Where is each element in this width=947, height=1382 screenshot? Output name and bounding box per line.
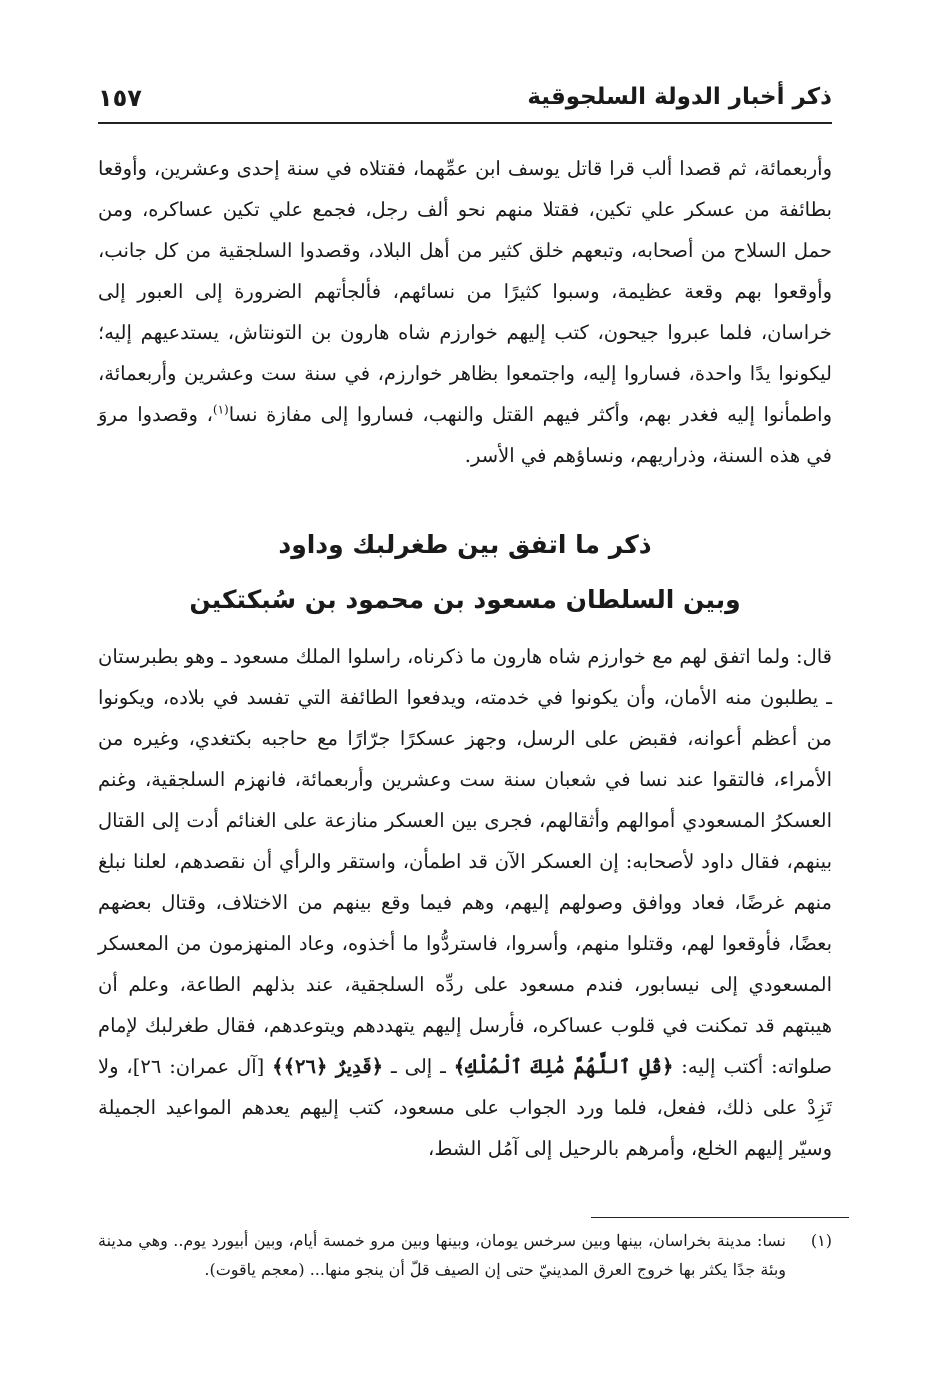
footnote-rule [591, 1217, 849, 1218]
footnote-marker: (١) [810, 1231, 832, 1250]
footnote-reference: (١) [212, 402, 229, 417]
quran-quote-start: ﴿قُلِ ٱللَّهُمَّ مَٰلِكَ ٱلْمُلْكِ﴾ [453, 1055, 674, 1078]
quote-connector: ـ إلى ـ [390, 1055, 446, 1078]
section-heading-line1: ذكر ما اتفق بين طغرلبك وداود [278, 530, 652, 559]
intro-text-end: ، وقصدوا مروَ في هذه السنة، وذراريهم، ونساؤهم في الأسر. [98, 403, 832, 467]
quran-citation: [آل عمران: ٢٦] [132, 1055, 265, 1078]
main-text: قال: ولما اتفق لهم مع خوارزم شاه هارون ما ذكرناه، راسلوا الملك مسعود ـ وهو بطبرستان ـ يطلبون منه الأمان، وأن يكونوا في خدمته، ويدفعوا الطائفة التي تفسد في بلاده، ويكونوا من أعظم أعوانه، فقبض على الرسل، وجهز عسكرًا جرّارًا مع حاجبه بكتغدي، وغيره من الأمراء، فالتقوا عند نسا في شعبان سنة ست وعشرين وأربعمائة، فانهزم السلجقية، وغنم العسكرُ المسعودي أموالهم وأثقالهم، فجرى بين العسكر منازعة على الغنائم أدت إلى القتال بينهم، فقال داود لأصحابه: إن العسكر الآن قد اطمأن، واستقر والرأي أن نقصدهم، لعلنا نبلغ منهم غرضًا، فعاد ووافق وصولهم إليهم، وهم فيما وقع بينهم من الاختلاف، وقتال بعضهم بعضًا، فأوقعوا لهم، وقتلوا منهم، وأسروا، فاستردُّوا ما أخذوه، وعاد المنهزمون من المعسكر المسعودي إلى نيسابور، فندم مسعود على ردِّه السلجقية، عند بذلهم الطاعة، وعلم أن هيبتهم قد تمكنت في قلوب عساكره، فأرسل إليهم يتهددهم ويتوعدهم، فقال طغرلبك لإمام صلواته: أكتب إليه: [98, 645, 833, 1078]
page-header [98, 78, 832, 124]
main-text-end: ، ولا تَزِدْ على ذلك، ففعل، فلما ورد الجواب على مسعود، كتب إليهم يعدهم المواعيد الجميلة وسيّر إليهم الخلع، وأمرهم بالرحيل إلى آمُل الشط، [98, 1055, 832, 1160]
intro-text: وأربعمائة، ثم قصدا ألب قرا قاتل يوسف ابن عمِّهما، فقتلاه في سنة إحدى وعشرين، وأوقعا بطائفة من عسكر علي تكين، فقتلا منهم نحو ألف رجل، فجمع علي تكين عساكره، ومن حمل السلاح من أصحابه، وتبعهم خلق كثير من أهل البلاد، وقصدوا السلجقية من كل جانب، وأوقعوا بهم وقعة عظيمة، وسبوا كثيرًا من نسائهم، فألجأتهم الضرورة إلى العبور إلى خراسان، فلما عبروا جيحون، كتب إليهم خوارزم شاه هارون بن التونتاش، يستدعيهم إليه؛ ليكونوا يدًا واحدة، فساروا إليه، واجتمعوا بظاهر خوارزم، في سنة ست وعشرين وأربعمائة، واطمأنوا إليه فغدر بهم، وأكثر فيهم القتل والنهب، فساروا إلى مفازة نسا [98, 157, 833, 426]
main-paragraph [98, 636, 832, 1169]
footnote [98, 1226, 832, 1284]
running-title: ذكر أخبار الدولة السلجوقية [527, 84, 832, 110]
header-rule [98, 122, 832, 124]
page-number: ١٥٧ [98, 84, 142, 112]
intro-paragraph [98, 148, 832, 476]
section-heading-line2: وبين السلطان مسعود بن محمود بن سُبكتكين [189, 585, 741, 614]
footnote-text: نسا: مدينة بخراسان، بينها وبين سرخس يومان، وبينها وبين مرو خمسة أيام، وبين أبيورد يوم.. وهي مدينة وبئة جدًا يكثر بها خروج العرق المدينيّ حتى إن الصيف قلّ أن ينجو منها... (معجم ياقوت). [98, 1231, 786, 1279]
quran-quote-end: ﴿قَدِيرٌ ﴿٢٦﴾﴾ [272, 1055, 384, 1078]
